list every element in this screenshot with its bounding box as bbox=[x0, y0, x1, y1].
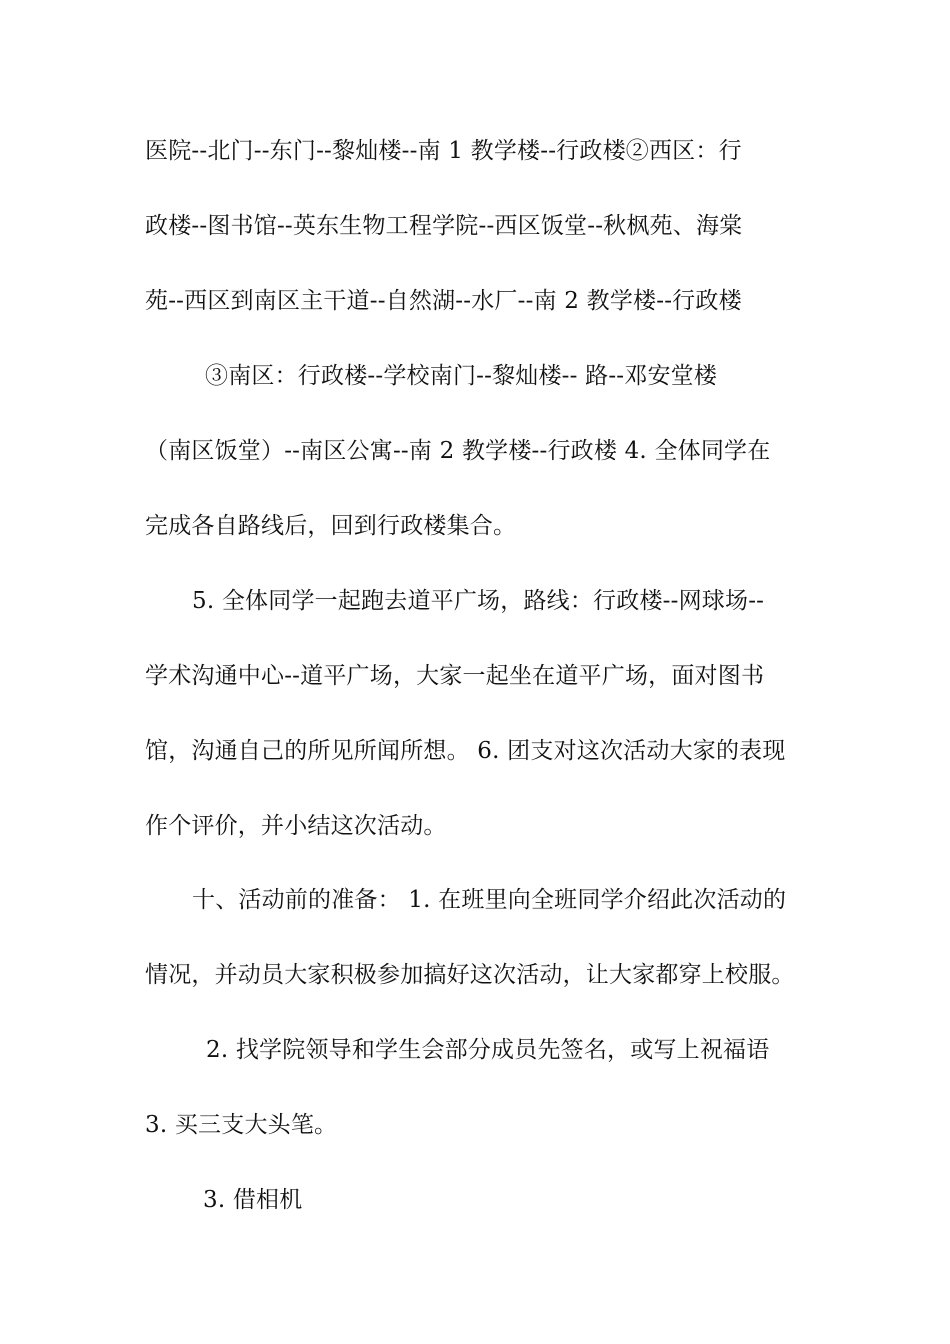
text-line-10: 作个评价，并小结这次活动。 bbox=[145, 813, 447, 839]
text-line-12: 情况，并动员大家积极参加搞好这次活动，让大家都穿上校服。 bbox=[145, 962, 795, 988]
text-line-1: 医院--北门--东门--黎灿楼--南 1 教学楼--行政楼②西区：行 bbox=[145, 138, 742, 164]
text-line-11: 十、活动前的准备： 1. 在班里向全班同学介绍此次活动的 bbox=[192, 887, 787, 913]
text-line-15: 3. 借相机 bbox=[203, 1187, 303, 1213]
text-line-7: 5. 全体同学一起跑去道平广场，路线：行政楼--网球场-- bbox=[192, 588, 765, 614]
text-line-2: 政楼--图书馆--英东生物工程学院--西区饭堂--秋枫苑、海棠 bbox=[145, 213, 743, 239]
text-line-6: 完成各自路线后，回到行政楼集合。 bbox=[145, 513, 517, 539]
text-line-13: 2. 找学院领导和学生会部分成员先签名，或写上祝福语 bbox=[206, 1037, 770, 1063]
text-line-8: 学术沟通中心--道平广场，大家一起坐在道平广场，面对图书 bbox=[145, 663, 765, 689]
text-line-3: 苑--西区到南区主干道--自然湖--水厂--南 2 教学楼--行政楼 bbox=[145, 288, 742, 314]
text-line-14: 3. 买三支大头笔。 bbox=[145, 1112, 338, 1138]
text-line-9: 馆，沟通自己的所见所闻所想。 6. 团支对这次活动大家的表现 bbox=[145, 738, 786, 764]
text-line-4: ③南区：行政楼--学校南门--黎灿楼-- 路--邓安堂楼 bbox=[205, 363, 718, 389]
text-line-5: （南区饭堂）--南区公寓--南 2 教学楼--行政楼 4. 全体同学在 bbox=[145, 438, 771, 464]
